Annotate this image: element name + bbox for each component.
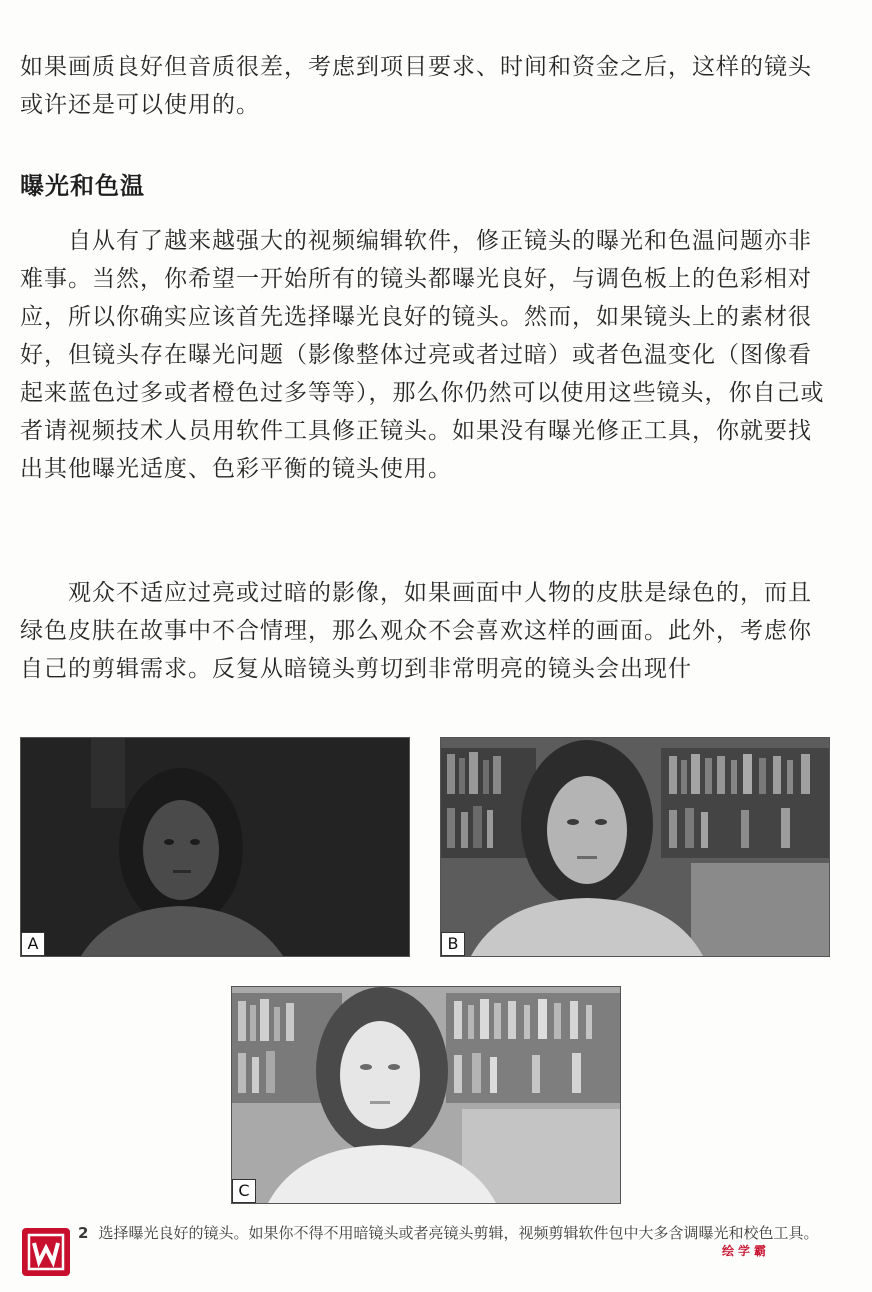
portrait-image [21, 738, 409, 956]
paragraph-exposure: 自从有了越来越强大的视频编辑软件，修正镜头的曝光和色温问题亦非难事。当然，你希望一开始所有的镜头都曝光良好，与调色板上的色彩相对应，所以你确实应该首先选择曝光良好的镜头。然而，如果镜头上的素材很好，但镜头存在曝光问题（影像整体过亮或者过暗）或者色温变化（图像看起来蓝色过多或者橙色过多等等），那么你仍然可以使用这些镜头，你自己或者请视频技术人员用软件工具修正镜头。如果没有曝光修正工具，你就要找出其他曝光适度、色彩平衡的镜头使用。 [20, 228, 825, 482]
section-heading: 曝光和色温 [20, 172, 145, 200]
photo-label-b: B [441, 932, 465, 956]
paragraph-audience: 观众不适应过亮或过暗的影像，如果画面中人物的皮肤是绿色的，而且绿色皮肤在故事中不合情理，那么观众不会喜欢这样的画面。此外，考虑你自己的剪辑需求。反复从暗镜头剪切到非常明亮的镜头会出现什 [20, 580, 812, 682]
paragraph-intro: 如果画质良好但音质很差，考虑到项目要求、时间和资金之后，这样的镜头或许还是可以使用的。 [20, 54, 812, 118]
photo-underexposed [20, 737, 410, 957]
portrait-image [232, 987, 620, 1203]
figure-caption-text: 选择曝光良好的镜头。如果你不得不用暗镜头或者亮镜头剪辑，视频剪辑软件包中大多含调曝光和校色工具。 [98, 1224, 819, 1242]
photo-overexposed [231, 986, 621, 1204]
portrait-image [441, 738, 829, 956]
brand-watermark: 绘学霸 [722, 1244, 771, 1258]
figure-caption [20, 1220, 832, 1246]
w-logo-icon [22, 1228, 70, 1276]
photo-label-a: A [21, 932, 45, 956]
photo-label-c: C [232, 1179, 256, 1203]
photo-well-exposed [440, 737, 830, 957]
figure-number: 2 [78, 1224, 89, 1242]
